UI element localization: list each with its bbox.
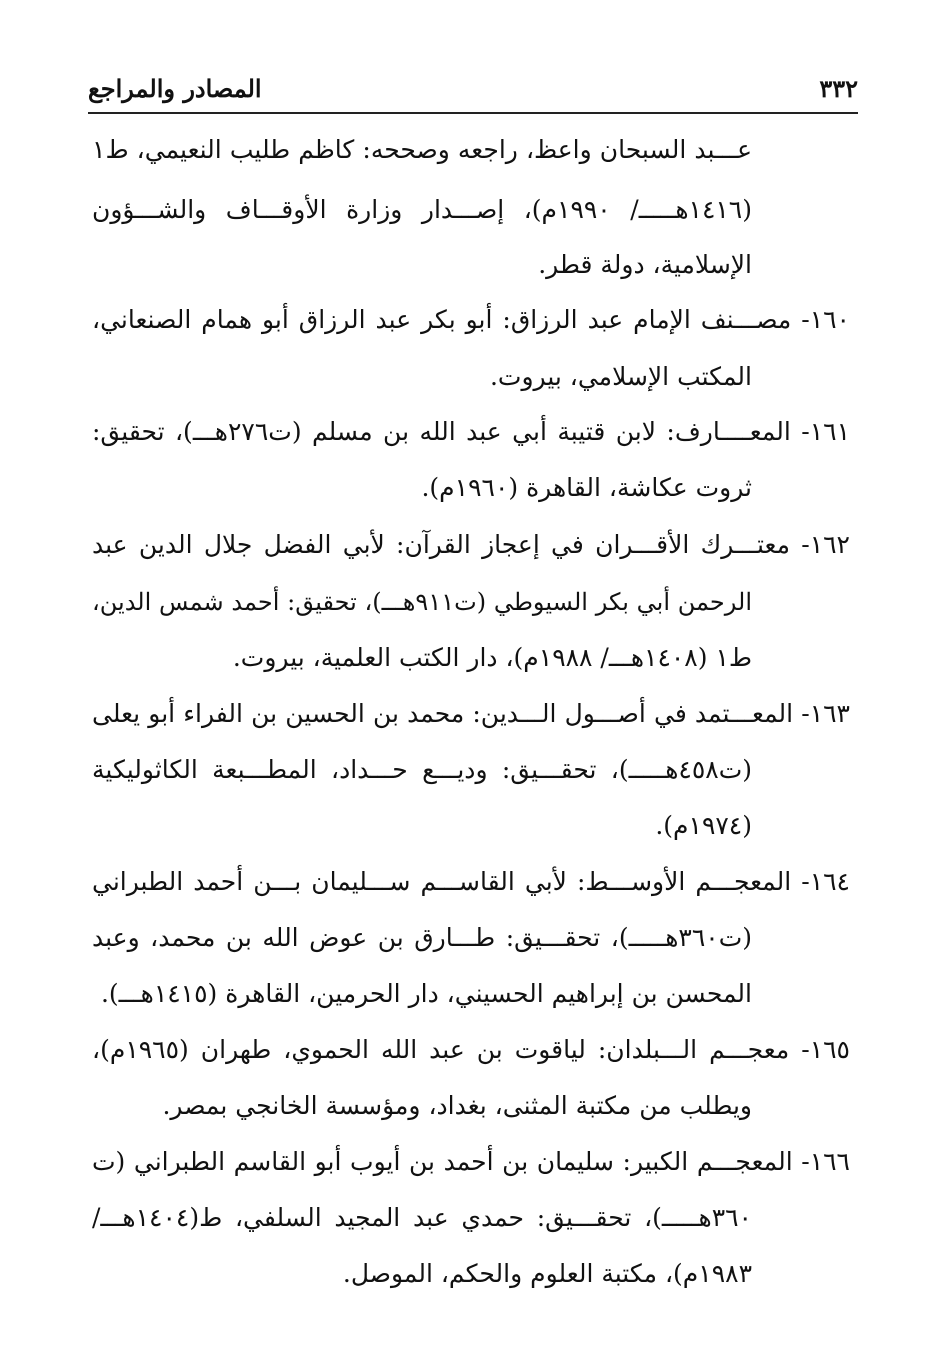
entry-161: ١٦١- المعــــارف: لابن قتيبة أبي عبد الله بن مسلم (ت٢٧٦هـــ)، تحقيق: — [92, 417, 851, 446]
text-line: (ت٣٦٠هـــــ)، تحقـــيق: طـــارق بن عوض الله بن محمد، وعبد — [92, 923, 752, 952]
entry-162: ١٦٢- معتـــرك الأقـــران في إعجاز القرآن: لأبي الفضل جلال الدين عبد — [92, 530, 850, 559]
text-line: ثروت عكاشة، القاهرة (١٩٦٠م). — [421, 473, 752, 502]
text-line: ٣٦٠هـــــ)، تحقـــيق: حمدي عبد المجيد السلفي، ط(١٤٠٤هـــ/ — [92, 1203, 752, 1232]
text-line: الإسلامية، دولة قطر. — [538, 250, 752, 279]
text-line: ١٩٨٣م)، مكتبة العلوم والحكم، الموصل. — [342, 1259, 752, 1288]
page-number: ٣٣٢ — [819, 74, 858, 103]
entry-165: ١٦٥- معجـــم الـــبلدان: لياقوت بن عبد الله الحموي، طهران (١٩٦٥م)، — [92, 1035, 850, 1064]
running-title: المصادر والمراجع — [88, 74, 262, 103]
text-line: المكتب الإسلامي، بيروت. — [489, 362, 752, 391]
entry-164: ١٦٤- المعجـــم الأوســـط: لأبي القاســـم ســـليمان بـــن أحمد الطبراني — [92, 867, 850, 896]
page-header — [88, 72, 858, 114]
text-line: الرحمن أبي بكر السيوطي (ت٩١١هـــ)، تحقيق: أحمد شمس الدين، — [92, 588, 752, 616]
entry-163: ١٦٣- المعـــتمد في أصـــول الـــدين: محمد بن الحسين بن الفراء أبو يعلى — [92, 699, 850, 728]
text-line: ويطلب من مكتبة المثنى، بغداد، ومؤسسة الخانجي بمصر. — [162, 1091, 752, 1120]
text-line: (١٩٧٤م). — [655, 811, 752, 840]
text-line: ط١ (١٤٠٨هـــ/ ١٩٨٨م)، دار الكتب العلمية، بيروت. — [232, 643, 752, 672]
text-line: (١٤١٦هـــــ/ ١٩٩٠م)، إصـــدار وزارة الأوقـــاف والشـــؤون — [92, 195, 752, 224]
entry-166: ١٦٦- المعجـــم الكبير: سليمان بن أحمد بن أيوب أبو القاسم الطبراني (ت — [92, 1147, 850, 1176]
text-line: المحسن بن إبراهيم الحسيني، دار الحرمين، القاهرة (١٤١٥هـــ). — [100, 979, 752, 1008]
text-line: (ت٤٥٨هـــــ)، تحقـــيق: وديـــع حـــداد، المطـــبعة الكاثوليكية — [92, 755, 752, 784]
text-line: عـــبد السبحان واعظ، راجعه وصححه: كاظم طليب النعيمي، ط١ — [92, 135, 752, 164]
entry-160: ١٦٠- مصـــنف الإمام عبد الرزاق: أبو بكر عبد الرزاق أبو همام الصنعاني، — [92, 305, 850, 334]
